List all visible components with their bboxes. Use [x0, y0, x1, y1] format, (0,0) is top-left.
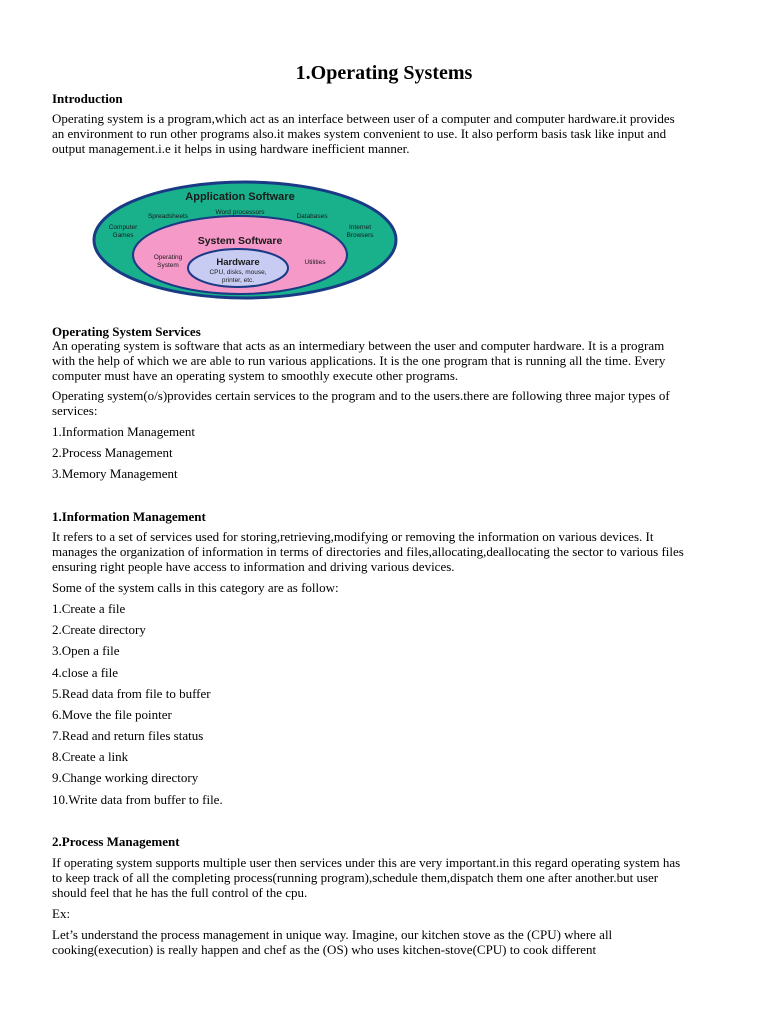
system-call-item: 3.Open a file — [52, 643, 120, 658]
system-call-item: 8.Create a link — [52, 749, 129, 764]
system-call-item: 9.Change working directory — [52, 770, 199, 785]
proc-mgmt-example-line: cooking(execution) is really happen and chef as the (OS) who uses kitchen-stove(CPU) to cook different — [52, 942, 597, 957]
services-line: services: — [52, 403, 98, 418]
system-call-item: 10.Write data from buffer to file. — [52, 792, 223, 807]
system-label: System — [157, 262, 179, 269]
intro-paragraph — [52, 111, 717, 156]
intro-line: output management.i.e it helps in using hardware inefficient manner. — [52, 141, 410, 156]
word-processors-label: Word processors — [215, 209, 265, 216]
system-call-item: 5.Read data from file to buffer — [52, 686, 211, 701]
intro-line: an environment to run other programs also.it makes system convenient to use. It also perform basis task like input and — [52, 126, 667, 141]
intro-heading: Introduction — [52, 91, 123, 106]
services-list-item: 2.Process Management — [52, 445, 173, 460]
application-software-label: Application Software — [185, 191, 295, 203]
services-line: An operating system is software that acts as an intermediary between the user and computer hardware. It is a program — [52, 338, 665, 353]
services-paragraph-2 — [52, 388, 717, 418]
hardware-items-line2: printer, etc. — [221, 277, 255, 284]
hardware-label: Hardware — [216, 257, 260, 268]
services-line: with the help of which we are able to run various applications. It is the one program that is running all the time. Every — [52, 353, 666, 368]
info-mgmt-paragraph — [52, 529, 717, 574]
browsers-label: Browsers — [346, 232, 374, 239]
os-layers-diagram — [90, 178, 400, 303]
services-line: Operating system(o/s)provides certain services to the program and to the users.there are following three major types of — [52, 388, 670, 403]
proc-mgmt-example-line: Let’s understand the process management in unique way. Imagine, our kitchen stove as the (CPU) where all — [52, 927, 613, 942]
info-mgmt-line: manages the organization of information in terms of directories and files,allocating,deallocating the sector to various files — [52, 544, 684, 559]
system-call-item: 1.Create a file — [52, 601, 126, 616]
operating-label: Operating — [153, 254, 183, 261]
proc-mgmt-heading: 2.Process Management — [52, 834, 180, 849]
services-heading: Operating System Services — [52, 324, 201, 339]
system-call-item: 2.Create directory — [52, 622, 146, 637]
hardware-items-line1: CPU, disks, mouse, — [209, 269, 267, 276]
utilities-label: Utilities — [304, 259, 326, 266]
proc-mgmt-line: to keep track of all the completing process(running program),schedule them,dispatch them one after another.but user — [52, 870, 659, 885]
computer-label: Computer — [108, 224, 138, 231]
games-label: Games — [112, 232, 134, 239]
page-title: 1.Operating Systems — [295, 62, 473, 84]
example-label: Ex: — [52, 906, 71, 921]
proc-mgmt-paragraph — [52, 855, 717, 900]
info-mgmt-line: It refers to a set of services used for storing,retrieving,modifying or removing the information on various devices. It — [52, 529, 654, 544]
intro-line: Operating system is a program,which act as an interface between user of a computer and computer hardware.it provides — [52, 111, 675, 126]
internet-label: Internet — [348, 224, 372, 231]
info-mgmt-heading: 1.Information Management — [52, 509, 206, 524]
services-paragraph-1 — [52, 338, 717, 383]
services-list-item: 3.Memory Management — [52, 466, 178, 481]
services-line: computer must have an operating system to smoothly execute other programs. — [52, 368, 459, 383]
proc-mgmt-line: If operating system supports multiple user then services under this are very important.in this regard operating system has — [52, 855, 681, 870]
services-list-item: 1.Information Management — [52, 424, 195, 439]
system-call-item: 7.Read and return files status — [52, 728, 204, 743]
system-calls-intro: Some of the system calls in this category are as follow: — [52, 580, 339, 595]
system-software-label: System Software — [197, 235, 283, 247]
spreadsheets-label: Spreadsheets — [147, 213, 189, 220]
info-mgmt-line: ensuring right people have access to information and driving various devices. — [52, 559, 455, 574]
system-call-item: 6.Move the file pointer — [52, 707, 172, 722]
system-call-item: 4.close a file — [52, 665, 119, 680]
proc-mgmt-line: should feel that he has the full control of the cpu. — [52, 885, 308, 900]
databases-label: Databases — [296, 213, 328, 220]
proc-mgmt-example — [52, 927, 717, 957]
